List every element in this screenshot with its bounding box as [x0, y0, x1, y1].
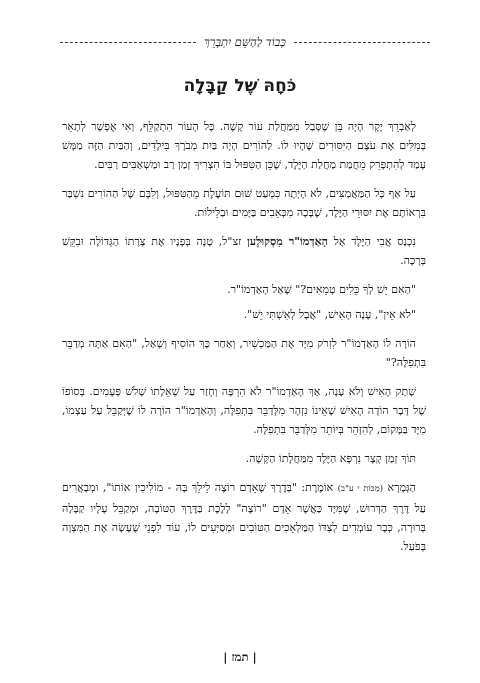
paragraph-5: "לֹא אֵין", עָנָה הָאִישׁ, "אֲבָל לְאִשְׁתִּי יֵשׁ". — [243, 308, 416, 321]
paragraph-3-rest: זצ"ל, טָנָה בְּפָנָיו אֶת צָרָתוֹ הַגְּדוֹלָה וּבִקֵּשׁ בְּרָכָה. — [62, 235, 426, 267]
paragraph-4: "הַאִם יֵשׁ לְךָ כֵּלִים טְמֵאִים?" שָׁאַל הָאַדְמוֹ"ר. — [227, 283, 416, 296]
paragraph-3-lead: נִכְנַס אֲבִי הַיֶּלֶד אֶל — [327, 235, 416, 248]
paragraph-7: שָׁתַק הָאִישׁ וְלֹא עָנָה, אַךְ הָאַדְמוֹ"ר לֹא הִרְפָּה וְחָזַר עַל שְׁאֵלָתוֹ שָׁלֹשׁ פְּעָמִים. בְּסוֹפוֹ שֶׁל דָּבָר הוֹדָה הָאִישׁ שֶׁאֵינוֹ נִזְהָר מִלְּדַבֵּר בִּתְפִלָּה, וְהָאַדְמוֹ"ר הוֹרָה לוֹ שֶׁיְּקַבֵּל עַל עַצְמוֹ, מִיָּד בַּמָּקוֹם, לְהִזָּהֵר בְּיוֹתֵר מִלְּדַבֵּר בִּתְפִלָּה. — [62, 385, 426, 436]
rebbe-name: הָאַדְמוֹ"ר מִסְקוּלֶען — [247, 235, 328, 248]
body-text — [62, 117, 426, 566]
paragraph-8: תּוֹךְ זְמַן קָצָר נִרְפָּא הַיֶּלֶד מִמַּחֲלָתוֹ הַקָּשָׁה. — [245, 452, 416, 465]
paragraph-9-lead: הַגְּמָרָא — [383, 481, 416, 494]
paragraph-3 — [62, 232, 426, 270]
chapter-title: כֹּחָהּ שֶׁל קַבָּלָה — [183, 76, 297, 96]
page-number: | תמז | — [223, 650, 257, 664]
running-header — [60, 34, 430, 50]
paragraph-9-rest: אוֹמֶרֶת: "בְּדֶרֶךְ שֶׁאָדָם רוֹצֶה לֵילֵךְ בָּהּ - מוֹלִיכִין אוֹתוֹ", וּמְבָאֲרִים עַל דֶּרֶךְ הַדְּרוּשׁ, שֶׁמִּיָּד כַּאֲשֶׁר אָדָם "רוֹצֶה" לָלֶכֶת בַּדֶּרֶךְ הַטּוֹבָה, וּמְקַבֵּל עָלָיו קַבָּלָה בְּרוּרָה, כְּבָר עוֹמְדִים לְצִדּוֹ הַמַּלְאָכִים הַטּוֹבִים וּמְסַיְּעִים לוֹ, עוֹד לִפְנֵי שֶׁעָשָׂה אֶת הַמִּצְוָה בְּפֹעַל. — [62, 481, 426, 553]
paragraph-1: לְאַבְרֵךְ יָקָר הָיָה בֵּן שֶׁסָּבַל מִמַּחֲלַת עוֹר קָשָׁה. כָּל הָעוֹר הִתְקַלֵּף, וְאִי אֶפְשָׁר לְתָאֵר בְּמִלִּים אֶת עֹצֶם הַיִּסּוּרִים שֶׁהָיוּ לוֹ. לַהוֹרִים הָיָה בַּיִת מְבֹרָךְ בִּילָדִים, וְהַבַּיִת הַזֶּה מַמָּשׁ עָמַד לְהִתְפָּרֵק מֵחֲמַת מַחֲלַת הַיֶּלֶד, שֶׁכֵּן הַטִּפּוּל בּוֹ הִצְרִיךְ זְמַן רַב וּמַשְׁאַבִּים רַבִּים. — [62, 120, 426, 171]
paragraph-9 — [62, 478, 426, 556]
paragraph-2: עַל אַף כָּל הַמַּאֲמַצִּים, לֹא הָיְתָה כִּמְעַט שׁוּם תּוֹעֶלֶת מֵהַטִּפּוּל, וְלִבָּם שֶׁל הַהוֹרִים נִשְׁבַּר בִּרְאוֹתָם אֶת יִסּוּרֵי הַיֶּלֶד, שֶׁבָּכָה מִכְּאֵבִים בַּיָּמִים וּבַלֵּילוֹת. — [62, 187, 426, 219]
source-citation: (מַכּוֹת י ע"ב) — [337, 484, 384, 494]
paragraph-6: הוֹרָה לוֹ הָאַדְמוֹ"ר לִזְרֹק מִיָּד אֶת הַמַּכְשִׁיר, וְאַחַר כָּךְ הוֹסִיף וְשָׁאַל, "הַאִם אַתָּה מְדַבֵּר בִּתְפִלָּה?" — [62, 337, 426, 369]
header-dashed-rule-right — [294, 42, 430, 43]
header-text: כְּבוֹד לַהַשֵּׁם יִתְבָּרֵךְ — [204, 35, 286, 49]
header-dashed-rule-left — [60, 42, 196, 43]
